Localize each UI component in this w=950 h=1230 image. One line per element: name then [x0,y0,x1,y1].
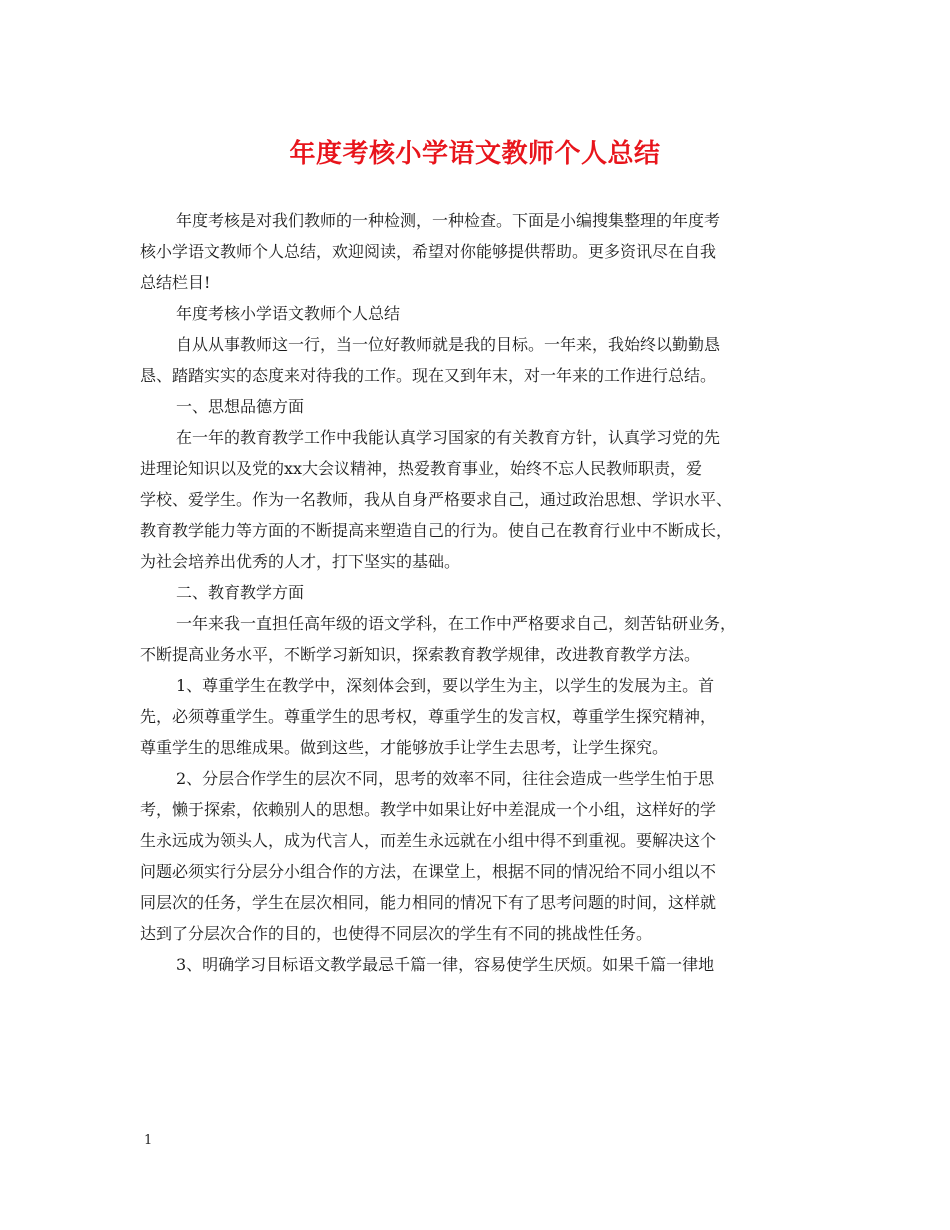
section-heading: 二、教育教学方面 [176,583,305,602]
paragraph-line: 1、尊重学生在教学中，深刻体会到，要以学生为主，以学生的发展为主。首 [176,676,715,695]
paragraph-line: 先，必须尊重学生。尊重学生的思考权，尊重学生的发言权，尊重学生探究精神， [140,707,717,726]
paragraph-line: 年度考核是对我们教师的一种检测，一种检查。下面是小编搜集整理的年度考 [176,211,721,230]
paragraph-line: 尊重学生的思维成果。做到这些，才能够放手让学生去思考，让学生探究。 [140,738,669,757]
paragraph-line: 3、明确学习目标语文教学最忌千篇一律，容易使学生厌烦。如果千篇一律地 [176,955,715,974]
paragraph-line: 一年来我一直担任高年级的语文学科，在工作中严格要求自己，刻苦钻研业务， [176,614,737,633]
document-title: 年度考核小学语文教师个人总结 [289,139,661,169]
page-number: 1 [144,1133,153,1148]
paragraph-line: 学校、爱学生。作为一名教师，我从自身严格要求自己，通过政治思想、学识水平、 [140,490,733,509]
paragraph-line: 考，懒于探索，依赖别人的思想。教学中如果让好中差混成一个小组，这样好的学 [140,800,717,819]
paragraph-line: 核小学语文教师个人总结，欢迎阅读，希望对你能够提供帮助。更多资讯尽在自我 [140,242,717,261]
paragraph-line: 进理论知识以及党的xx大会议精神，热爱教育事业，始终不忘人民教师职责，爱 [140,459,703,478]
document-body [140,205,802,980]
paragraph-line: 达到了分层次合作的目的，也使得不同层次的学生有不同的挑战性任务。 [140,924,653,943]
paragraph-line: 不断提高业务水平，不断学习新知识，探索教育教学规律，改进教育教学方法。 [140,645,701,664]
section-heading: 一、思想品德方面 [176,397,305,416]
paragraph-line: 生永远成为领头人，成为代言人，而差生永远就在小组中得不到重视。要解决这个 [140,831,717,850]
paragraph-line: 为社会培养出优秀的人才，打下坚实的基础。 [140,552,461,571]
section-heading: 年度考核小学语文教师个人总结 [176,304,401,323]
paragraph-line: 总结栏目! [140,273,211,292]
paragraph-line: 2、分层合作学生的层次不同，思考的效率不同，往往会造成一些学生怕于思 [176,769,715,788]
paragraph-line: 在一年的教育教学工作中我能认真学习国家的有关教育方针，认真学习党的先 [176,428,721,447]
paragraph-line: 教育教学能力等方面的不断提高来塑造自己的行为。使自己在教育行业中不断成长， [140,521,733,540]
paragraph-line: 恳、踏踏实实的态度来对待我的工作。现在又到年末，对一年来的工作进行总结。 [140,366,717,385]
paragraph-line: 同层次的任务，学生在层次相同，能力相同的情况下有了思考问题的时间，这样就 [140,893,717,912]
paragraph-line: 自从从事教师这一行，当一位好教师就是我的目标。一年来，我始终以勤勤恳 [176,335,721,354]
paragraph-line: 问题必须实行分层分小组合作的方法，在课堂上，根据不同的情况给不同小组以不 [140,862,717,881]
